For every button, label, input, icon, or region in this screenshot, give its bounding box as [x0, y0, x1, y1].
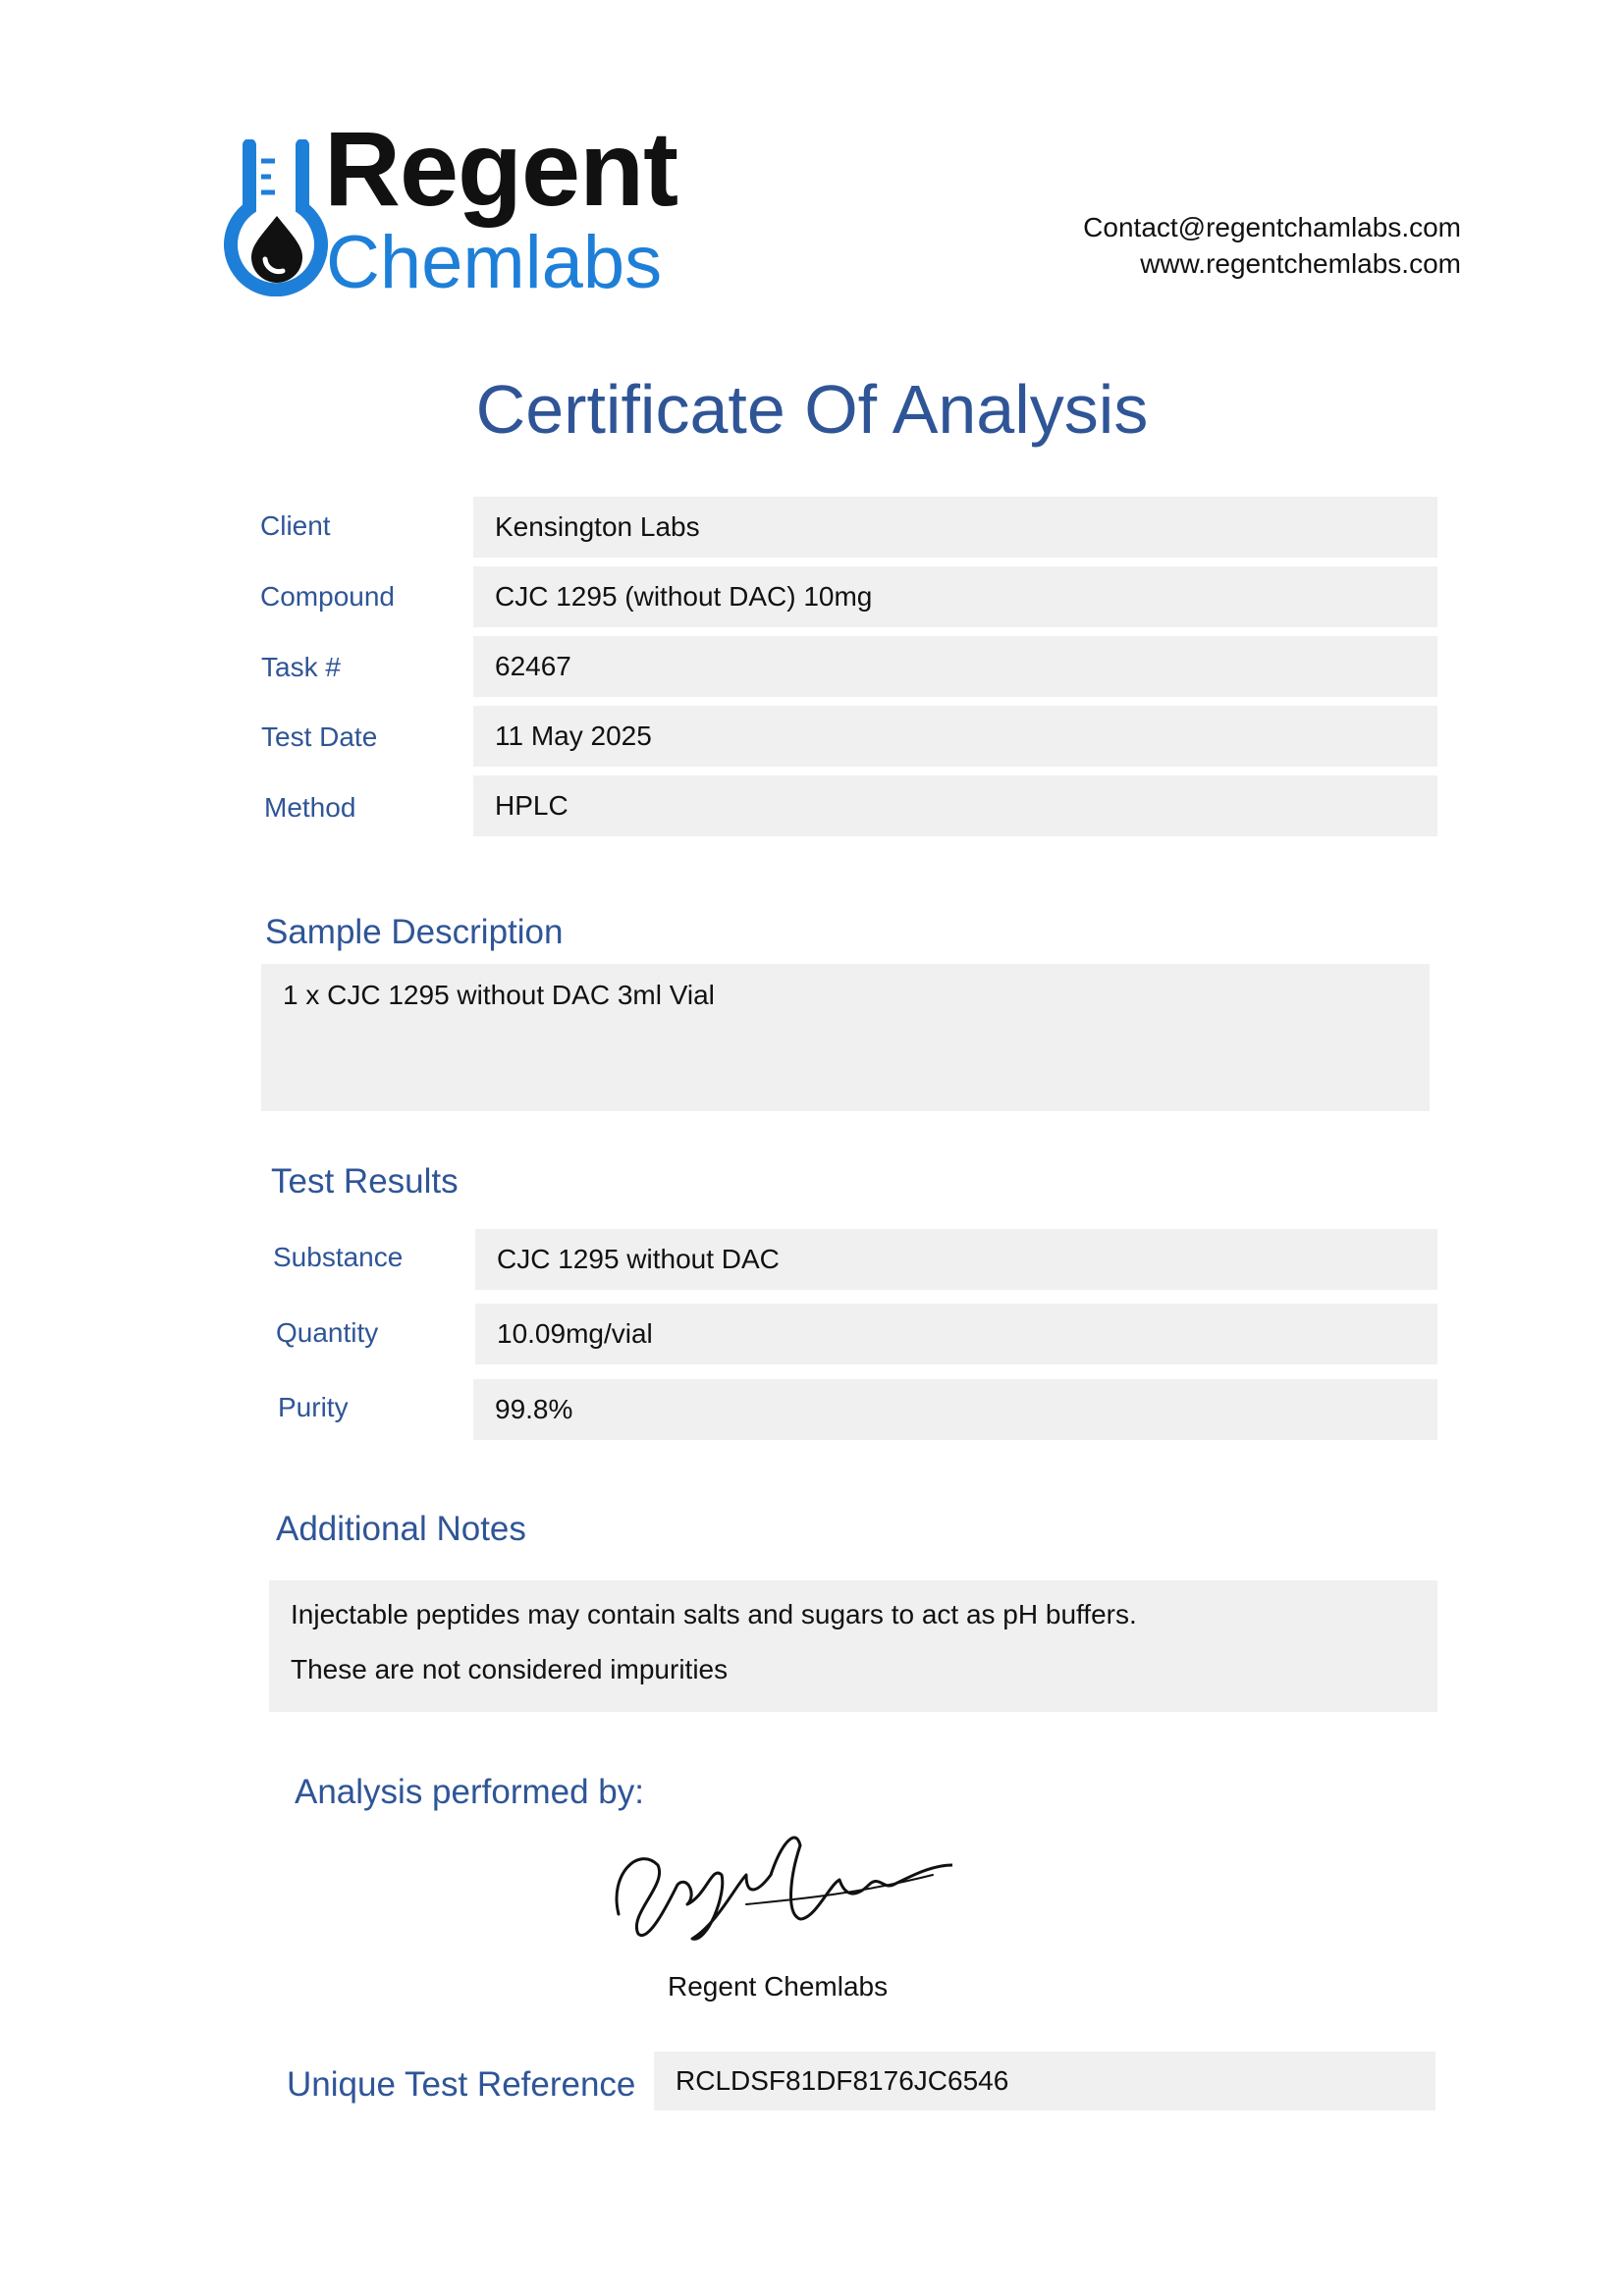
signature-image — [599, 1806, 952, 1953]
compound-label: Compound — [260, 581, 395, 612]
quantity-value: 10.09mg/vial — [475, 1304, 1437, 1364]
note-line: These are not considered impurities — [291, 1653, 729, 1684]
test-date-label: Test Date — [261, 721, 378, 752]
purity-label: Purity — [278, 1392, 349, 1422]
quantity-label: Quantity — [276, 1317, 379, 1348]
compound-value: CJC 1295 (without DAC) 10mg — [473, 566, 1437, 627]
method-value: HPLC — [473, 775, 1437, 836]
substance-label: Substance — [273, 1242, 404, 1272]
additional-notes-box — [269, 1580, 1437, 1712]
sample-description-box — [261, 964, 1430, 1111]
client-value: Kensington Labs — [473, 497, 1437, 558]
contact-website[interactable]: www.regentchemlabs.com — [1140, 248, 1461, 279]
flask-logo-icon — [222, 139, 330, 296]
task-label: Task # — [261, 652, 341, 682]
unique-test-reference-value: RCLDSF81DF8176JC6546 — [654, 2052, 1435, 2110]
purity-value: 99.8% — [473, 1379, 1437, 1440]
sample-description-heading: Sample Description — [265, 913, 564, 951]
task-value: 62467 — [473, 636, 1437, 697]
logo-word-chemlabs: Chemlabs — [326, 221, 663, 304]
unique-test-reference-label: Unique Test Reference — [287, 2065, 636, 2104]
page-title: Certificate Of Analysis — [475, 371, 1149, 448]
sample-description-text: 1 x CJC 1295 without DAC 3ml Vial — [283, 980, 715, 1010]
substance-value: CJC 1295 without DAC — [475, 1229, 1437, 1290]
note-line: Injectable peptides may contain salts and sugars to act as pH buffers. — [291, 1599, 1137, 1629]
test-results-heading: Test Results — [271, 1162, 459, 1201]
additional-notes-heading: Additional Notes — [276, 1510, 526, 1548]
contact-email[interactable]: Contact@regentchamlabs.com — [1083, 212, 1461, 242]
method-label: Method — [264, 792, 356, 823]
test-date-value: 11 May 2025 — [473, 706, 1437, 767]
analysis-performed-heading: Analysis performed by: — [295, 1773, 644, 1811]
client-label: Client — [260, 510, 331, 541]
signer-name: Regent Chemlabs — [668, 1971, 889, 2002]
logo-word-regent: Regent — [324, 109, 678, 228]
